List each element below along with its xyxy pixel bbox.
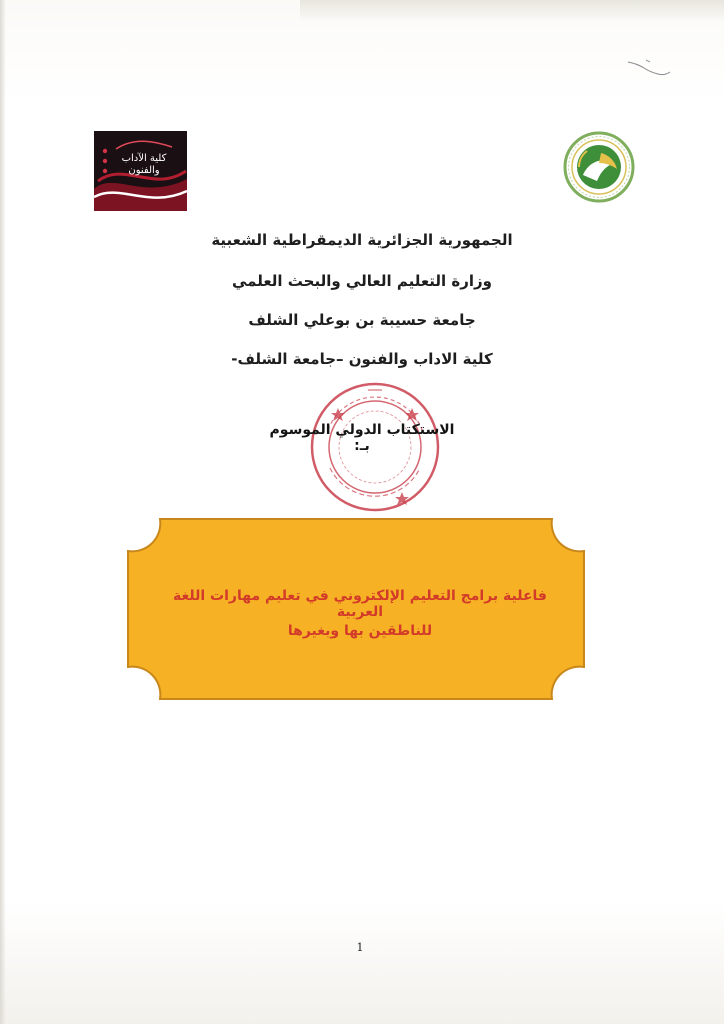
banner-title-line1: فاعلية برامج التعليم الإلكتروني في تعليم مهارات اللغة العربية xyxy=(173,588,547,620)
faculty-name: كلية الاداب والفنون –جامعة الشلف- xyxy=(231,350,493,368)
page-number: 1 xyxy=(356,941,364,954)
ministry-name: وزارة التعليم العالي والبحث العلمي xyxy=(231,272,493,290)
faculty-logo xyxy=(94,131,187,211)
scan-shadow-top xyxy=(300,0,724,22)
scan-shadow-left xyxy=(0,0,6,1024)
pen-mark-icon xyxy=(624,56,674,80)
republic-name: الجمهورية الجزائرية الديمقراطية الشعبية xyxy=(211,231,513,249)
survey-label: الاستكتاب الدولي الموسوم بـ: xyxy=(269,422,455,454)
banner-title-line2: للناطقين بها وبغيرها xyxy=(287,623,433,639)
university-name: جامعة حسيبة بن بوعلي الشلف xyxy=(248,311,476,329)
university-emblem-icon xyxy=(563,131,635,203)
faculty-logo-text-line1: كلية الآداب xyxy=(121,153,167,164)
faculty-logo-text-line2: والفنون xyxy=(128,165,160,176)
